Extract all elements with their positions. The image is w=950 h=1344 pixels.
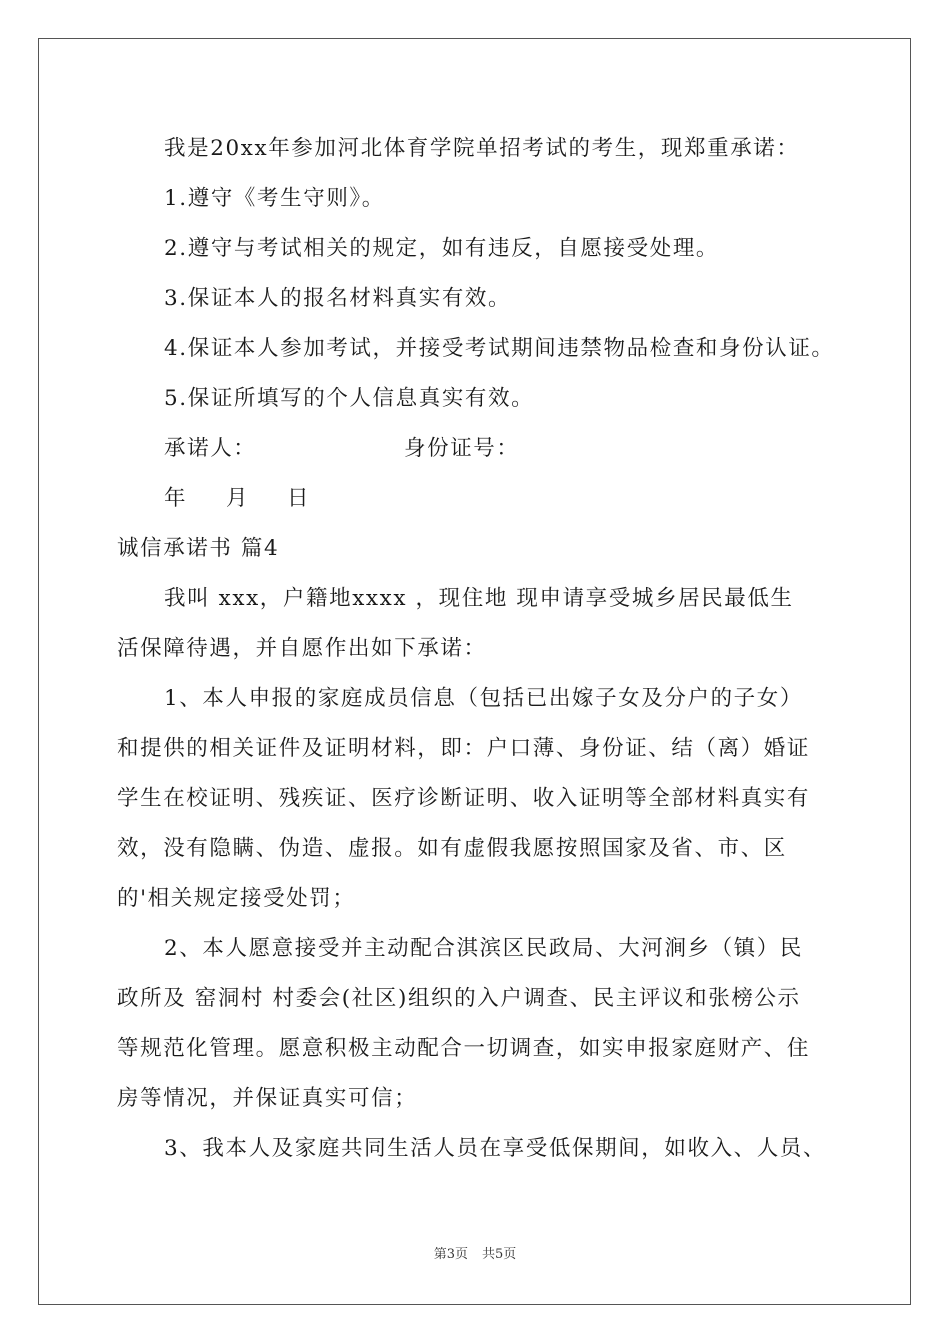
paragraph-line: 房等情况，并保证真实可信； xyxy=(117,1086,418,1111)
paragraph-line: 5.保证所填写的个人信息真实有效。 xyxy=(164,386,535,411)
paragraph-line: 1.遵守《考生守则》。 xyxy=(164,186,385,211)
page-border xyxy=(38,38,911,1305)
paragraph-line: 政所及 窑洞村 村委会(社区)组织的入户调查、民主评议和张榜公示 xyxy=(117,986,801,1011)
paragraph-line: 等规范化管理。愿意积极主动配合一切调查，如实申报家庭财产、住 xyxy=(117,1036,811,1061)
section-heading: 诚信承诺书 篇4 xyxy=(117,536,280,561)
paragraph-line: 和提供的相关证件及证明材料，即：户口薄、身份证、结（离）婚证 xyxy=(117,736,811,761)
paragraph-line: 我是20xx年参加河北体育学院单招考试的考生，现郑重承诺： xyxy=(164,136,800,161)
paragraph-line: 2、本人愿意接受并主动配合淇滨区民政局、大河涧乡（镇）民 xyxy=(164,936,803,961)
promisor-label: 承诺人： xyxy=(164,436,257,461)
page-footer xyxy=(0,1243,950,1262)
paragraph-line: 1、本人申报的家庭成员信息（包括已出嫁子女及分户的子女） xyxy=(164,686,803,711)
date-day-label: 日 xyxy=(287,486,311,511)
paragraph-line: 学生在校证明、残疾证、医疗诊断证明、收入证明等全部材料真实有 xyxy=(117,786,811,811)
paragraph-line: 的'相关规定接受处罚； xyxy=(117,886,356,911)
paragraph-line: 活保障待遇，并自愿作出如下承诺： xyxy=(117,636,487,661)
paragraph-line: 效，没有隐瞒、伪造、虚报。如有虚假我愿按照国家及省、市、区 xyxy=(117,836,787,861)
paragraph-line: 2.遵守与考试相关的规定，如有违反，自愿接受处理。 xyxy=(164,236,720,261)
id-number-label: 身份证号： xyxy=(404,436,520,461)
paragraph-line: 我叫 xxx，户籍地xxxx ，现住地 现申请享受城乡居民最低生 xyxy=(164,586,794,611)
paragraph-line: 3.保证本人的报名材料真实有效。 xyxy=(164,286,512,311)
paragraph-line: 3、我本人及家庭共同生活人员在享受低保期间，如收入、人员、 xyxy=(164,1136,827,1161)
date-year-label: 年 xyxy=(164,486,188,511)
page-total: 共5页 xyxy=(482,1247,517,1262)
date-month-label: 月 xyxy=(226,486,250,511)
paragraph-line: 4.保证本人参加考试，并接受考试期间违禁物品检查和身份认证。 xyxy=(164,336,835,361)
page-number: 第3页 xyxy=(433,1247,468,1262)
